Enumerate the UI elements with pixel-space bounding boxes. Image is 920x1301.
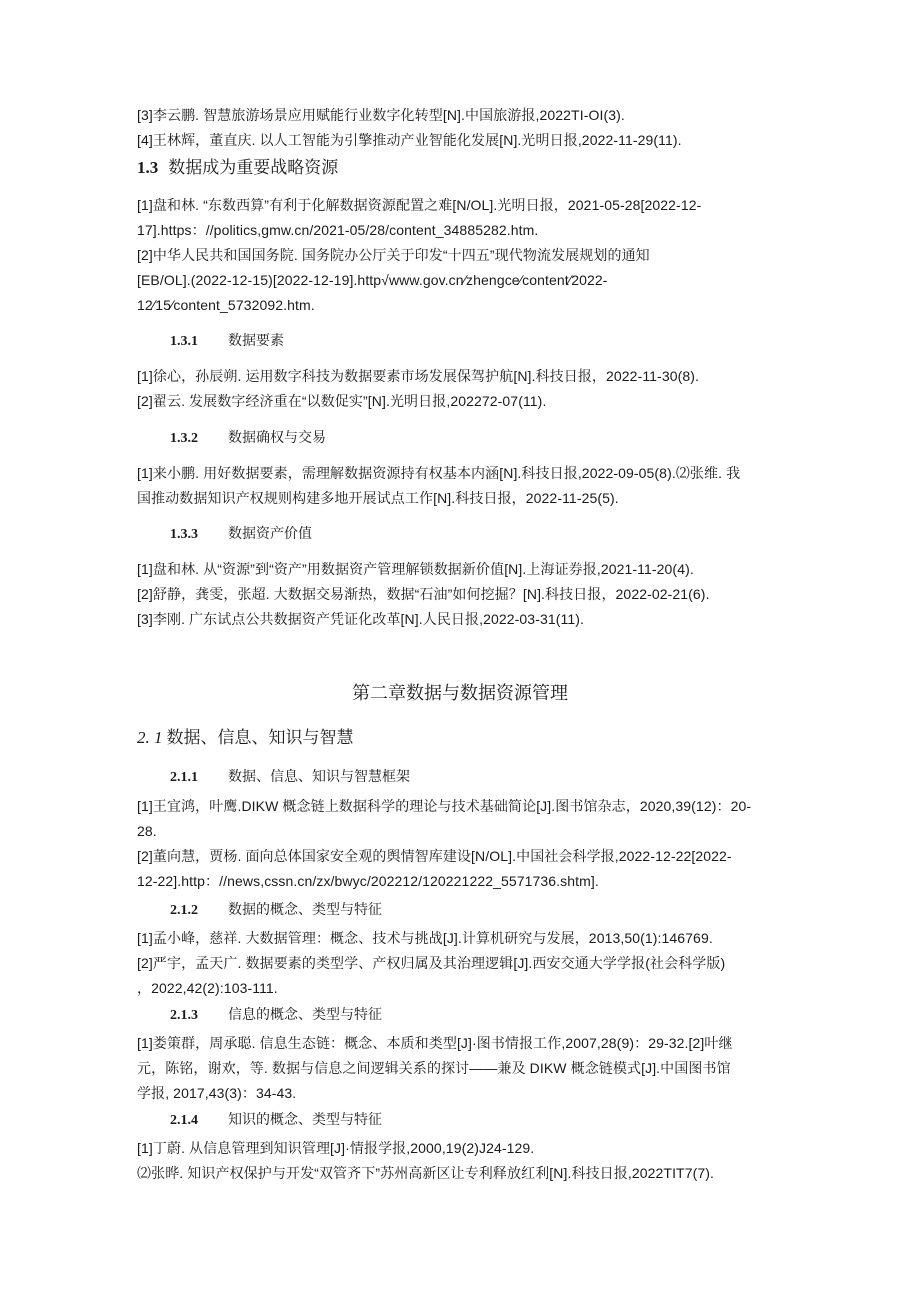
subsection-number: 2.1.4: [170, 1113, 198, 1128]
reference-line: ，2022,42(2):103-111.: [137, 980, 278, 996]
reference-line: [1]孟小峰，慈祥. 大数据管理：概念、技术与挑战[J].计算机研究与发展，2013,50(1):146769.: [137, 930, 713, 946]
reference-line: [2]董向慧，贾杨. 面向总体国家安全观的舆情智库建设[N/OL].中国社会科学报,2022-12-22[2022-: [137, 848, 732, 864]
section-number: 1.3: [137, 158, 159, 177]
subsection-heading-2-1-4: [170, 1110, 382, 1130]
subsection-title: 知识的概念、类型与特征: [228, 1111, 382, 1127]
subsection-title: 数据确权与交易: [228, 429, 326, 445]
reference-line: 28.: [137, 823, 157, 839]
reference-line: [2]舒静，龚雯，张超. 大数据交易渐热，数据“石油”如何挖掘？[N].科技日报，2022-02-21(6).: [137, 586, 710, 602]
reference-line: [4]王林辉，董直庆. 以人工智能为引擎推动产业智能化发展[N].光明日报,2022-11-29(11).: [137, 132, 682, 148]
reference-line: [3]李云鹏. 智慧旅游场景应用赋能行业数字化转型[N].中国旅游报,2022TI-OI(3).: [137, 107, 625, 123]
reference-line: 12-22].http：//news,cssn.cn/zx/bwyc/202212/120221222_5571736.shtm].: [137, 873, 599, 889]
reference-line: [1]娄策群，周承聪. 信息生态链：概念、本质和类型[J]·图书情报工作,2007,28(9)：29-32.[2]叶继: [137, 1035, 733, 1051]
reference-line: [1]王宜鸿，叶鹰.DIKW 概念链上数据科学的理论与技术基础简论[J].图书馆杂志，2020,39(12)：20-: [137, 798, 752, 814]
section-heading-1-3: [137, 157, 338, 179]
subsection-heading-2-1-3: [170, 1005, 382, 1025]
section-heading-2-1: [137, 727, 354, 749]
section-number: 2. 1: [137, 728, 163, 747]
subsection-heading-1-3-1: [170, 331, 284, 351]
reference-line: [3]李刚. 广东试点公共数据资产凭证化改革[N].人民日报,2022-03-31(11).: [137, 611, 584, 627]
subsection-title: 数据资产价值: [228, 525, 312, 541]
reference-line: [1]盘和林. 从“资源”到“资产”用数据资产管理解锁数据新价值[N].上海证券报,2021-11-20(4).: [137, 561, 694, 577]
chapter-title: 第二章数据与数据资源管理: [352, 683, 568, 703]
subsection-number: 2.1.3: [170, 1008, 198, 1023]
reference-line: 12∕15∕content_5732092.htm.: [137, 297, 315, 313]
reference-line: [1]来小鹏. 用好数据要素，需理解数据资源持有权基本内涵[N].科技日报,2022-09-05(8).⑵张维. 我: [137, 465, 741, 481]
subsection-title: 数据、信息、知识与智慧框架: [228, 768, 410, 784]
subsection-title: 信息的概念、类型与特征: [228, 1006, 382, 1022]
subsection-number: 1.3.3: [170, 527, 198, 542]
reference-line: [1]丁蔚. 从信息管理到知识管理[J]·情报学报,2000,19(2)J24-129.: [137, 1140, 535, 1156]
reference-line: [2]严宇，孟天广. 数据要素的类型学、产权归属及其治理逻辑[J].西安交通大学学报(社会科学版): [137, 955, 726, 971]
subsection-number: 2.1.1: [170, 770, 198, 785]
reference-line: [2]翟云. 发展数字经济重在“以数促实”[N].光明日报,202272-07(11).: [137, 393, 547, 409]
reference-line: 国推动数据知识产权规则构建多地开展试点工作[N].科技日报，2022-11-25(5).: [137, 490, 619, 506]
reference-line: 元，陈铭，谢欢，等. 数据与信息之间逻辑关系的探讨——兼及 DIKW 概念链模式[J].中国图书馆: [137, 1060, 731, 1076]
subsection-heading-1-3-3: [170, 524, 312, 544]
reference-line: [2]中华人民共和国国务院. 国务院办公厅关于印发“十四五”现代物流发展规划的通知: [137, 247, 650, 263]
section-title: 数据、信息、知识与智慧: [166, 728, 354, 747]
subsection-heading-2-1-1: [170, 767, 410, 787]
reference-line: [1]徐心，孙辰朔. 运用数字科技为数据要素市场发展保驾护航[N].科技日报，2022-11-30(8).: [137, 368, 699, 384]
reference-line: ⑵张晔. 知识产权保护与开发“双管齐下”苏州高新区让专利释放红利[N].科技日报,2022TIT7(7).: [137, 1165, 714, 1181]
reference-line: 学报, 2017,43(3)：34-43.: [137, 1085, 297, 1101]
subsection-title: 数据的概念、类型与特征: [228, 901, 382, 917]
subsection-title: 数据要素: [228, 332, 284, 348]
reference-line: 17].https：//politics,gmw.cn/2021-05/28/content_34885282.htm.: [137, 222, 539, 238]
reference-line: [EB/OL].(2022-12-15)[2022-12-19].http√www.gov.cn∕zhengce∕content∕2022-: [137, 272, 608, 288]
subsection-number: 1.3.2: [170, 431, 198, 446]
subsection-number: 2.1.2: [170, 903, 198, 918]
section-title: 数据成为重要战略资源: [168, 158, 339, 177]
reference-line: [1]盘和林. “东数西算”有利于化解数据资源配置之难[N/OL].光明日报，2021-05-28[2022-12-: [137, 197, 702, 213]
subsection-heading-1-3-2: [170, 428, 326, 448]
subsection-number: 1.3.1: [170, 334, 198, 349]
subsection-heading-2-1-2: [170, 900, 382, 920]
